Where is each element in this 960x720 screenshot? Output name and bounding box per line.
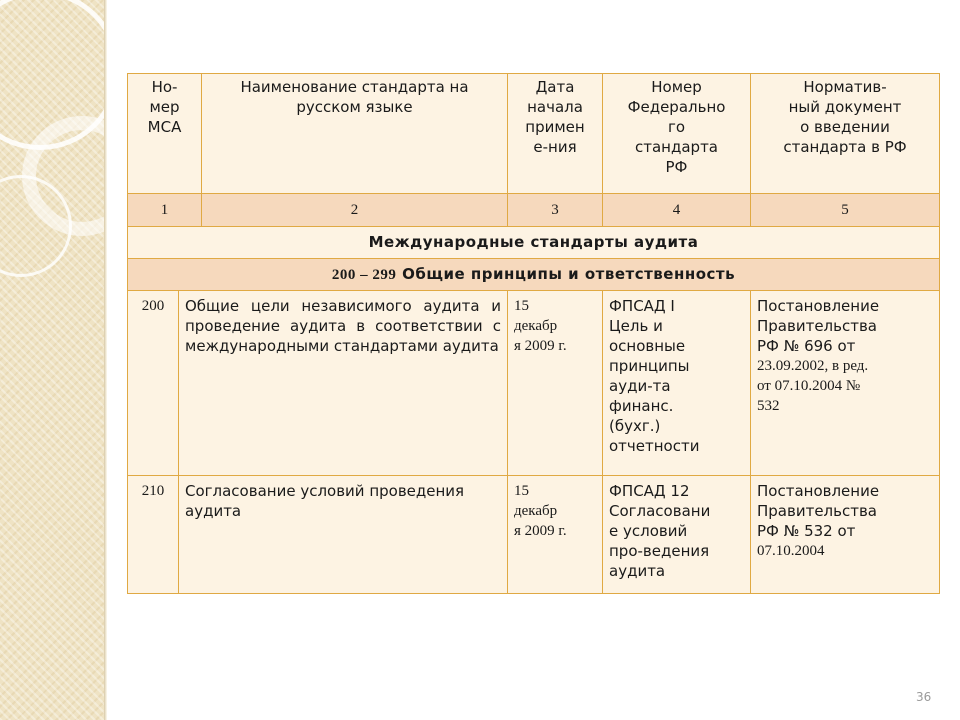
fed-line: про-ведения xyxy=(609,542,710,560)
column-number: 3 xyxy=(508,194,603,226)
header-line: Но- xyxy=(151,78,178,96)
header-line: стандарта в РФ xyxy=(783,138,907,156)
header-cell-federal-number xyxy=(603,74,751,193)
column-number-row xyxy=(127,194,940,227)
fed-line: (бухг.) xyxy=(609,417,661,435)
header-line: е-ния xyxy=(533,138,577,156)
date-line: декабр xyxy=(514,318,558,334)
date-line: я 2009 г. xyxy=(514,338,567,354)
doc-line: Правительства xyxy=(757,317,877,335)
group-title: Общие принципы и ответственность xyxy=(402,265,736,283)
start-date xyxy=(508,291,603,475)
header-line: РФ xyxy=(665,158,688,176)
normative-doc xyxy=(751,476,940,593)
column-number: 5 xyxy=(751,194,940,226)
date-line: 15 xyxy=(514,298,529,314)
header-line: Федерально xyxy=(627,98,726,116)
decorative-sidebar xyxy=(0,0,107,720)
header-line: Норматив- xyxy=(803,78,887,96)
table-header-row xyxy=(127,73,940,194)
section-title: Международные стандарты аудита xyxy=(127,227,940,258)
date-line: декабр xyxy=(514,503,558,519)
federal-standard xyxy=(603,291,751,475)
header-line: Номер xyxy=(651,78,702,96)
column-number: 1 xyxy=(127,194,202,226)
fed-line: ФПСАД 12 xyxy=(609,482,690,500)
fed-line: аудита xyxy=(609,562,666,580)
header-line: ный документ xyxy=(788,98,902,116)
group-heading xyxy=(127,259,940,290)
header-line: начала xyxy=(527,98,583,116)
start-date xyxy=(508,476,603,593)
header-cell-normative-doc xyxy=(751,74,940,193)
header-line: примен xyxy=(525,118,585,136)
table-row xyxy=(127,476,940,594)
federal-standard xyxy=(603,476,751,593)
doc-line: Правительства xyxy=(757,502,877,520)
standard-name: Согласование условий проведения аудита xyxy=(179,476,508,593)
header-cell-standard-name xyxy=(202,74,508,193)
group-row xyxy=(127,259,940,291)
doc-line: РФ № 532 от xyxy=(757,522,856,540)
fed-line: принципы xyxy=(609,357,690,375)
fed-line: ФПСАД I xyxy=(609,297,675,315)
date-line: 15 xyxy=(514,483,529,499)
fed-line: отчетности xyxy=(609,437,700,455)
header-line: Наименование стандарта на xyxy=(240,78,469,96)
doc-line: 532 xyxy=(757,398,780,414)
doc-line: Постановление xyxy=(757,482,880,500)
msa-code: 200 xyxy=(127,291,179,475)
header-cell-start-date xyxy=(508,74,603,193)
doc-line: 07.10.2004 xyxy=(757,543,825,559)
header-cell-msa-number xyxy=(127,74,202,193)
table-row xyxy=(127,291,940,476)
normative-doc xyxy=(751,291,940,475)
header-line: русском языке xyxy=(296,98,413,116)
column-number: 4 xyxy=(603,194,751,226)
doc-line: от 07.10.2004 № xyxy=(757,378,861,394)
header-line: МСА xyxy=(147,118,182,136)
standards-table xyxy=(127,73,940,594)
header-line: Дата xyxy=(535,78,575,96)
fed-line: финанс. xyxy=(609,397,674,415)
doc-line: 23.09.2002, в ред. xyxy=(757,358,869,374)
column-number: 2 xyxy=(202,194,508,226)
header-line: го xyxy=(667,118,686,136)
header-line: о введении xyxy=(800,118,890,136)
doc-line: Постановление xyxy=(757,297,880,315)
fed-line: Согласовани xyxy=(609,502,711,520)
section-row xyxy=(127,227,940,259)
page-number: 36 xyxy=(916,690,932,704)
fed-line: основные xyxy=(609,337,686,355)
fed-line: ауди-та xyxy=(609,377,671,395)
sidebar-edge xyxy=(104,0,107,720)
msa-code: 210 xyxy=(127,476,179,593)
fed-line: е условий xyxy=(609,522,688,540)
group-range: 200 – 299 xyxy=(331,267,397,283)
doc-line: РФ № 696 от xyxy=(757,337,856,355)
fed-line: Цель и xyxy=(609,317,663,335)
standard-name: Общие цели независимого аудита и проведение аудита в соответствии с международными стандартами аудита xyxy=(179,291,508,475)
date-line: я 2009 г. xyxy=(514,523,567,539)
header-line: мер xyxy=(149,98,180,116)
header-line: стандарта xyxy=(635,138,718,156)
